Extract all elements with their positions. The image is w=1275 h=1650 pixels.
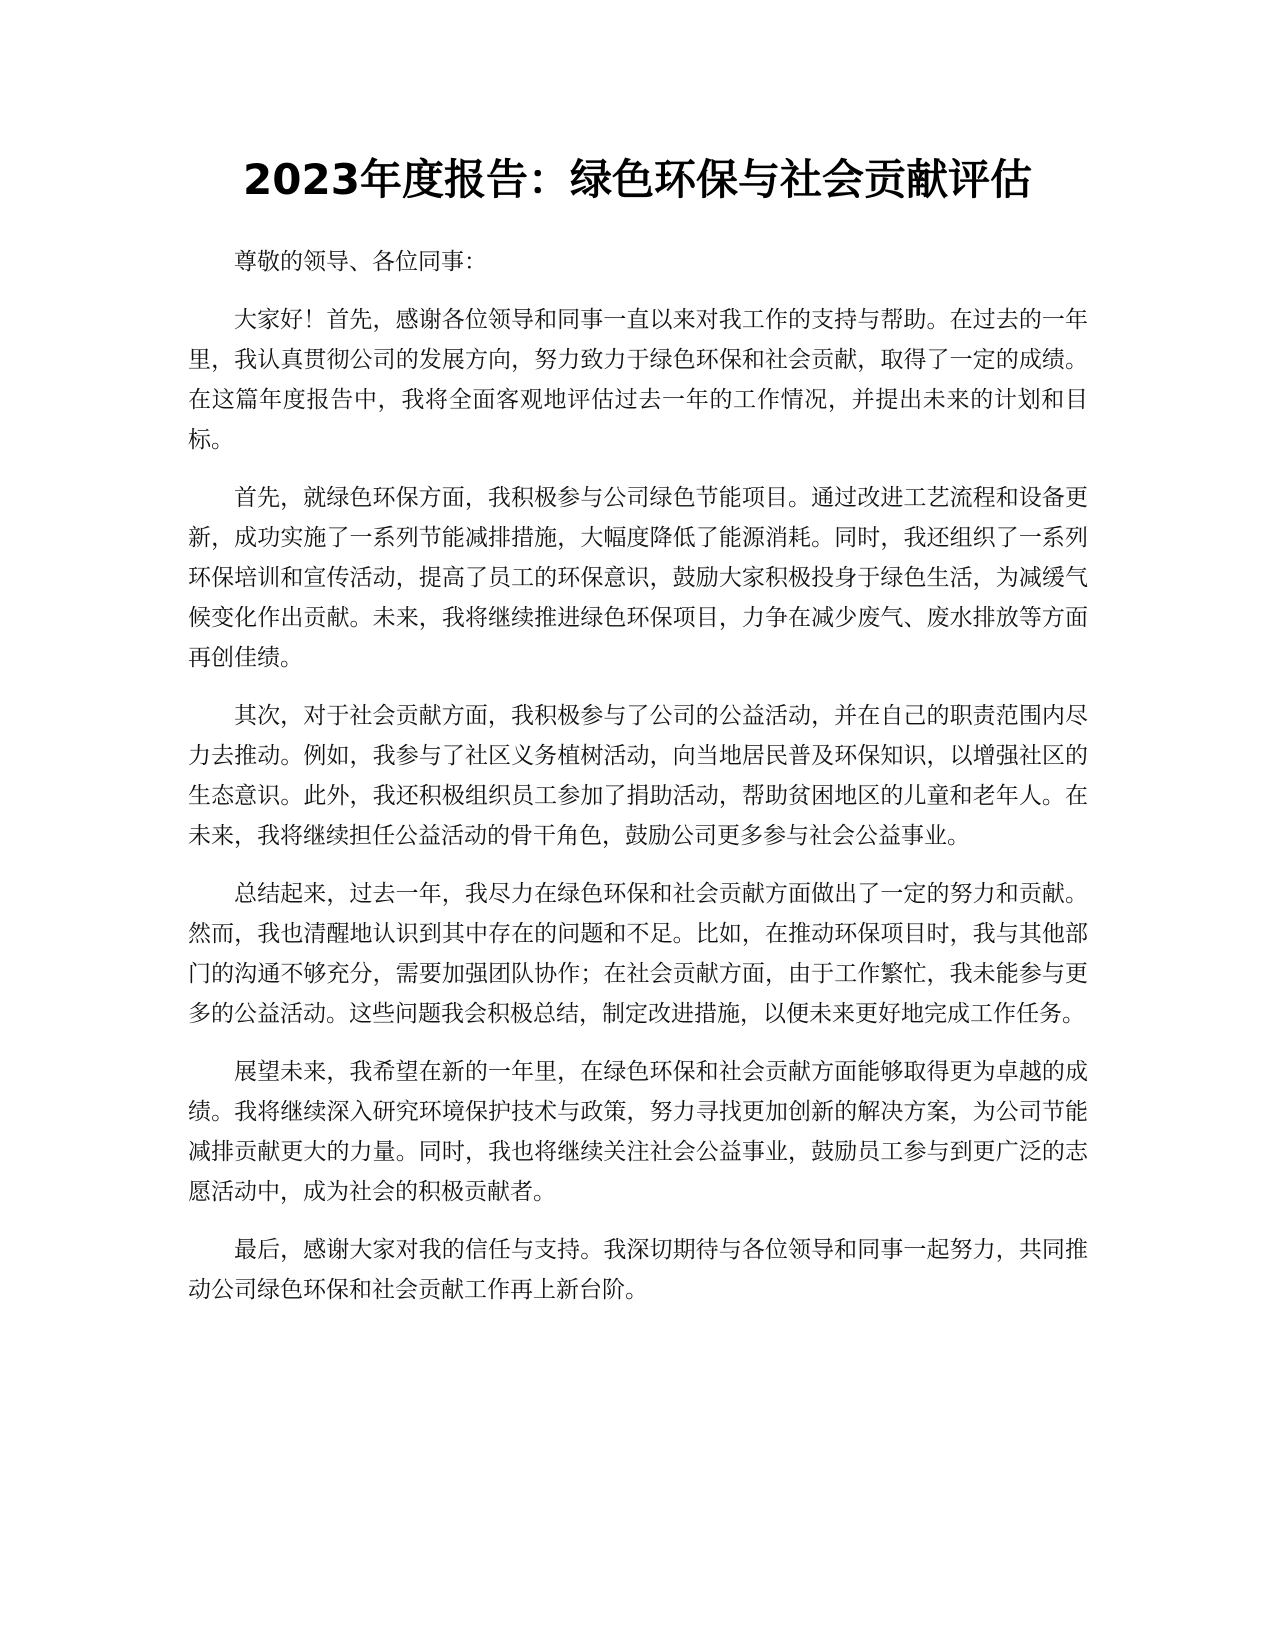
paragraph-intro: 大家好！首先，感谢各位领导和同事一直以来对我工作的支持与帮助。在过去的一年里，我认真贯彻公司的发展方向，努力致力于绿色环保和社会贡献，取得了一定的成绩。在这篇年度报告中，我将全面客观地评估过去一年的工作情况，并提出未来的计划和目标。 [188, 307, 1088, 453]
paragraph-summary: 总结起来，过去一年，我尽力在绿色环保和社会贡献方面做出了一定的努力和贡献。然而，我也清醒地认识到其中存在的问题和不足。比如，在推动环保项目时，我与其他部门的沟通不够充分，需要加强团队协作；在社会贡献方面，由于工作繁忙，我未能参与更多的公益活动。这些问题我会积极总结，制定改进措施，以便未来更好地完成工作任务。 [188, 881, 1088, 1027]
paragraph-green-environment: 首先，就绿色环保方面，我积极参与公司绿色节能项目。通过改进工艺流程和设备更新，成功实施了一系列节能减排措施，大幅度降低了能源消耗。同时，我还组织了一系列环保培训和宣传活动，提高了员工的环保意识，鼓励大家积极投身于绿色生活，为减缓气候变化作出贡献。未来，我将继续推进绿色环保项目，力争在减少废气、废水排放等方面再创佳绩。 [188, 485, 1088, 671]
greeting-line: 尊敬的领导、各位同事： [234, 249, 487, 275]
document-body [188, 242, 1088, 1328]
document-title: 2023年度报告：绿色环保与社会贡献评估 [243, 155, 1032, 204]
paragraph-closing: 最后，感谢大家对我的信任与支持。我深切期待与各位领导和同事一起努力，共同推动公司绿色环保和社会贡献工作再上新台阶。 [188, 1237, 1088, 1303]
paragraph-social-contribution: 其次，对于社会贡献方面，我积极参与了公司的公益活动，并在自己的职责范围内尽力去推动。例如，我参与了社区义务植树活动，向当地居民普及环保知识，以增强社区的生态意识。此外，我还积极组织员工参加了捐助活动，帮助贫困地区的儿童和老年人。在未来，我将继续担任公益活动的骨干角色，鼓励公司更多参与社会公益事业。 [188, 703, 1088, 849]
paragraph-outlook: 展望未来，我希望在新的一年里，在绿色环保和社会贡献方面能够取得更为卓越的成绩。我将继续深入研究环境保护技术与政策，努力寻找更加创新的解决方案，为公司节能减排贡献更大的力量。同时，我也将继续关注社会公益事业，鼓励员工参与到更广泛的志愿活动中，成为社会的积极贡献者。 [188, 1059, 1088, 1205]
